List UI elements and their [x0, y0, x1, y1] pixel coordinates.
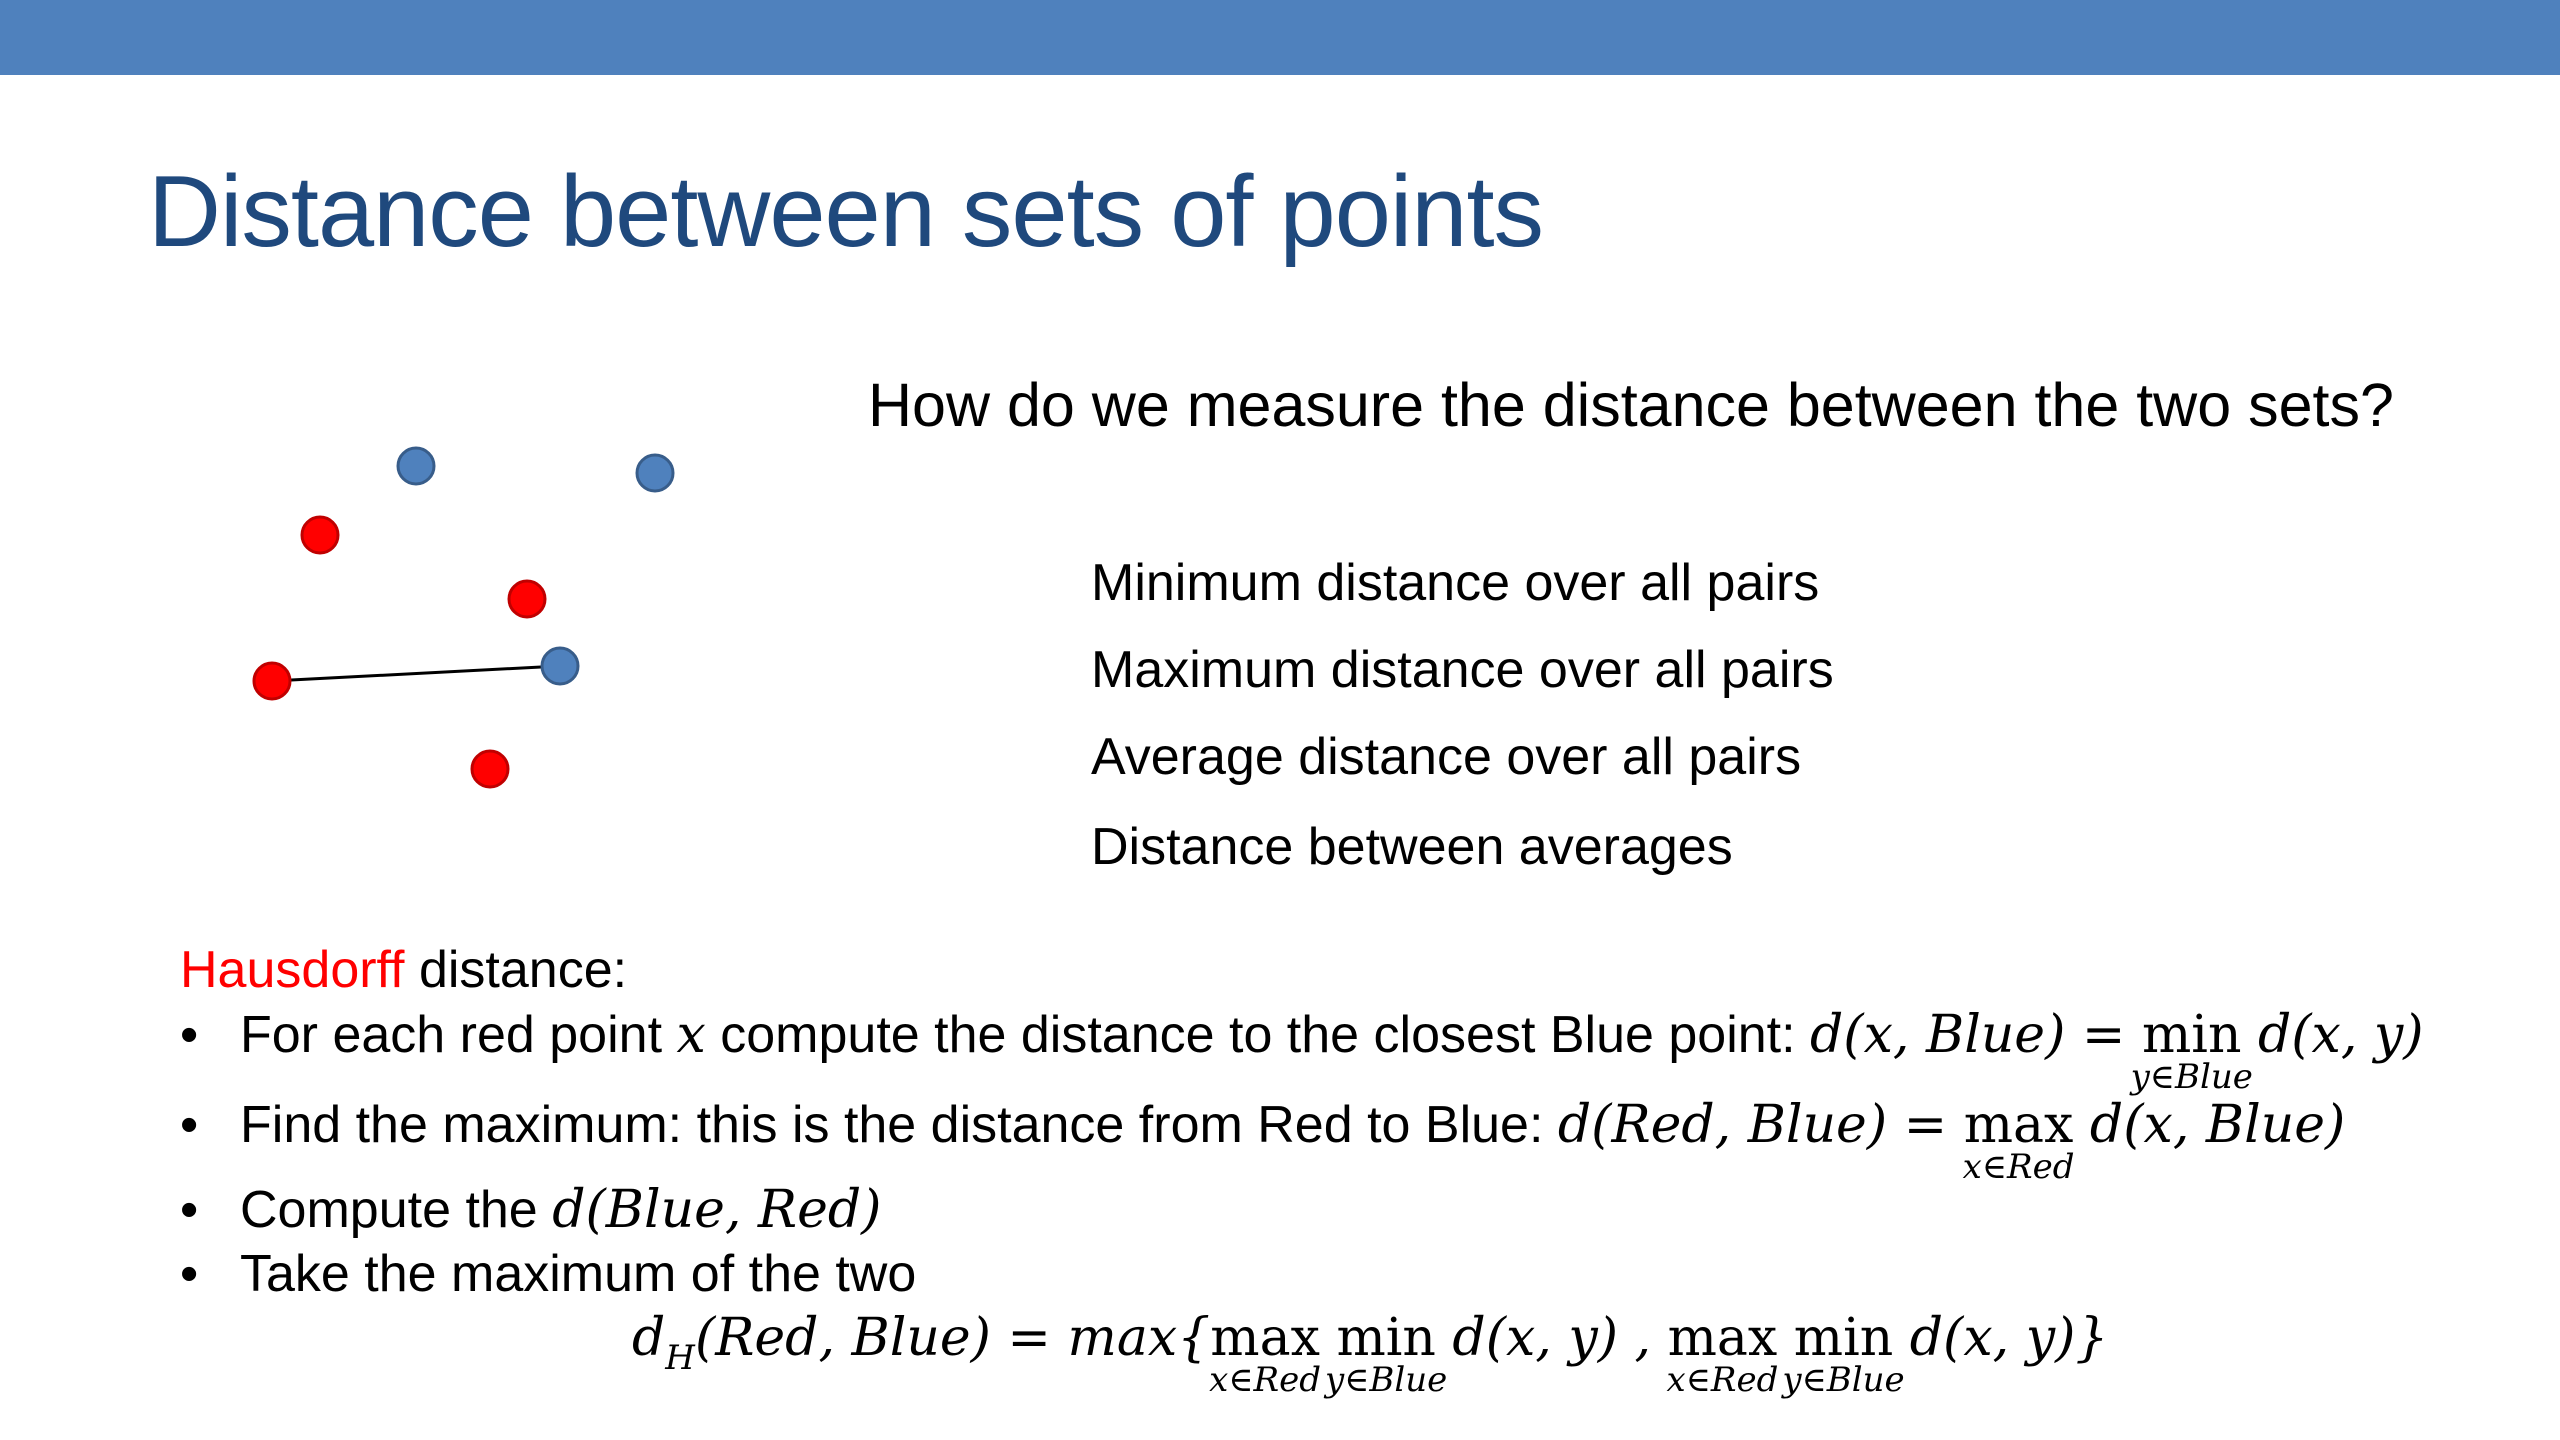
bullet-4-text: Take the maximum of the two — [240, 1245, 917, 1303]
hausdorff-formula — [632, 1308, 2109, 1400]
max-operator — [1962, 1095, 2075, 1187]
hausdorff-heading — [180, 940, 627, 1000]
bullet-1-text-mid: compute the distance to the closest Blue point: — [705, 1006, 1811, 1064]
operator-subscript: x∈Red — [1666, 1360, 1779, 1400]
operator-label: min — [1793, 1308, 1894, 1368]
point-sets-figure — [0, 0, 760, 820]
operator-subscript: y∈Blue — [1782, 1360, 1905, 1400]
bullet-dot: • — [180, 1006, 199, 1064]
min-operator — [1325, 1308, 1448, 1400]
option-min: Minimum distance over all pairs — [1091, 554, 1820, 612]
bullet-2-text: Find the maximum: this is the distance from Red to Blue: — [240, 1096, 1558, 1154]
max-operator — [1666, 1308, 1779, 1400]
operator-label: min — [2142, 1005, 2242, 1065]
math-lhs: d(x, Blue) = — [1810, 1005, 2142, 1065]
bullet-dot: • — [180, 1245, 199, 1303]
bullet-1-text: For each red point — [240, 1006, 677, 1064]
max-operator — [1209, 1308, 1321, 1400]
math-lhs: d(Red, Blue) = — [1557, 1095, 1964, 1155]
operator-subscript: x∈Red — [1962, 1147, 2075, 1187]
formula-subscript: H — [665, 1338, 695, 1378]
operator-subscript: x∈Red — [1209, 1360, 1321, 1400]
operator-label: max — [1963, 1095, 2074, 1155]
option-averages: Distance between averages — [1091, 818, 1733, 876]
operator-subscript: y∈Blue — [2130, 1057, 2253, 1097]
operator-label: max — [1210, 1308, 1320, 1368]
connecting-line — [272, 666, 560, 681]
formula-term: d(x, y) , — [1435, 1308, 1668, 1368]
red-point — [254, 663, 290, 699]
red-point — [302, 517, 338, 553]
min-operator — [1782, 1308, 1905, 1400]
blue-point — [398, 448, 434, 484]
formula-term: d(x, y)} — [1893, 1308, 2109, 1368]
math-var: x — [676, 1005, 706, 1065]
hausdorff-term: Hausdorff — [180, 941, 405, 999]
math-rhs: d(x, Blue) — [2073, 1095, 2346, 1155]
hausdorff-rest: distance: — [404, 941, 628, 999]
min-operator — [2130, 1005, 2253, 1097]
formula-lhs: (Red, Blue) = max{ — [694, 1308, 1211, 1368]
math-rhs: d(x, y) — [2241, 1005, 2424, 1065]
blue-point — [637, 455, 673, 491]
red-point — [509, 581, 545, 617]
option-max: Maximum distance over all pairs — [1091, 641, 1834, 699]
bullet-3-text: Compute the — [240, 1181, 553, 1239]
option-average: Average distance over all pairs — [1091, 728, 1802, 786]
question-text: How do we measure the distance between the two sets? — [868, 371, 2394, 439]
operator-label: max — [1667, 1308, 1778, 1368]
formula-d: d — [632, 1308, 666, 1368]
math-expression: d(Blue, Red) — [552, 1180, 882, 1240]
blue-point — [542, 648, 578, 684]
bullet-dot: • — [180, 1181, 199, 1239]
bullet-dot: • — [180, 1096, 199, 1154]
slide-title: Distance between sets of points — [148, 156, 1544, 268]
red-point — [472, 751, 508, 787]
operator-label: min — [1336, 1308, 1436, 1368]
operator-subscript: y∈Blue — [1325, 1360, 1448, 1400]
